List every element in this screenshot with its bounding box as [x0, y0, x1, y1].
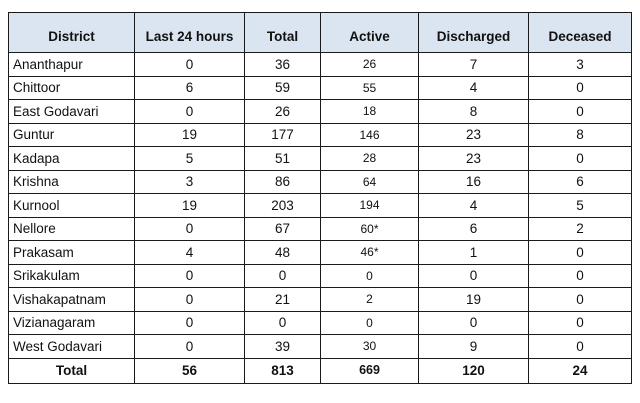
totals-label: Total [9, 358, 135, 383]
cell-active: 18 [321, 100, 419, 124]
cell-active: 146 [321, 123, 419, 147]
cell-active: 194 [321, 194, 419, 218]
table-row [9, 288, 632, 312]
cell-active: 2 [321, 288, 419, 312]
cell-district: Chittoor [9, 76, 135, 100]
cell-total: 48 [245, 241, 321, 265]
cell-deceased: 6 [529, 170, 632, 194]
cell-last-24-hours: 0 [135, 264, 245, 288]
cell-total: 36 [245, 53, 321, 77]
cell-deceased: 0 [529, 76, 632, 100]
table-footer [9, 358, 632, 383]
cell-last-24-hours: 0 [135, 53, 245, 77]
cell-total: 26 [245, 100, 321, 124]
cell-deceased: 2 [529, 217, 632, 241]
cell-discharged: 1 [419, 241, 529, 265]
cell-district: Guntur [9, 123, 135, 147]
cell-last-24-hours: 6 [135, 76, 245, 100]
cell-district: West Godavari [9, 335, 135, 359]
cell-district: Prakasam [9, 241, 135, 265]
totals-last-24-hours: 56 [135, 358, 245, 383]
cell-active: 30 [321, 335, 419, 359]
totals-row [9, 358, 632, 383]
table-row [9, 335, 632, 359]
header-row [9, 13, 632, 53]
cell-active: 0 [321, 264, 419, 288]
table-body [9, 53, 632, 359]
cell-discharged: 8 [419, 100, 529, 124]
table-row [9, 217, 632, 241]
cell-deceased: 5 [529, 194, 632, 218]
cell-active: 64 [321, 170, 419, 194]
cell-active: 0 [321, 311, 419, 335]
cell-deceased: 0 [529, 241, 632, 265]
table-row [9, 194, 632, 218]
table-row [9, 311, 632, 335]
cell-active: 46* [321, 241, 419, 265]
cell-deceased: 0 [529, 100, 632, 124]
cell-last-24-hours: 0 [135, 100, 245, 124]
totals-discharged: 120 [419, 358, 529, 383]
cell-discharged: 23 [419, 123, 529, 147]
table-row [9, 123, 632, 147]
cell-deceased: 8 [529, 123, 632, 147]
cell-discharged: 19 [419, 288, 529, 312]
cell-deceased: 0 [529, 264, 632, 288]
table-row [9, 76, 632, 100]
cell-active: 60* [321, 217, 419, 241]
cell-total: 86 [245, 170, 321, 194]
cell-total: 0 [245, 311, 321, 335]
table-row [9, 241, 632, 265]
cell-discharged: 6 [419, 217, 529, 241]
cell-total: 177 [245, 123, 321, 147]
cell-active: 55 [321, 76, 419, 100]
totals-deceased: 24 [529, 358, 632, 383]
cell-district: Srikakulam [9, 264, 135, 288]
table-header [9, 13, 632, 53]
cell-active: 28 [321, 147, 419, 171]
cell-last-24-hours: 5 [135, 147, 245, 171]
cell-discharged: 4 [419, 194, 529, 218]
cell-district: Vishakapatnam [9, 288, 135, 312]
header-district: District [9, 13, 135, 53]
header-deceased: Deceased [529, 13, 632, 53]
table-row [9, 264, 632, 288]
cell-total: 21 [245, 288, 321, 312]
district-covid-table [8, 12, 632, 384]
cell-last-24-hours: 0 [135, 311, 245, 335]
cell-total: 59 [245, 76, 321, 100]
cell-discharged: 9 [419, 335, 529, 359]
cell-total: 51 [245, 147, 321, 171]
cell-discharged: 16 [419, 170, 529, 194]
cell-deceased: 0 [529, 147, 632, 171]
cell-district: Kadapa [9, 147, 135, 171]
cell-last-24-hours: 3 [135, 170, 245, 194]
cell-last-24-hours: 19 [135, 194, 245, 218]
cell-last-24-hours: 0 [135, 335, 245, 359]
cell-district: Nellore [9, 217, 135, 241]
cell-district: Kurnool [9, 194, 135, 218]
cell-district: Ananthapur [9, 53, 135, 77]
cell-total: 39 [245, 335, 321, 359]
cell-discharged: 4 [419, 76, 529, 100]
cell-deceased: 0 [529, 335, 632, 359]
cell-discharged: 0 [419, 311, 529, 335]
cell-discharged: 0 [419, 264, 529, 288]
cell-last-24-hours: 0 [135, 217, 245, 241]
header-active: Active [321, 13, 419, 53]
cell-district: East Godavari [9, 100, 135, 124]
cell-discharged: 23 [419, 147, 529, 171]
header-total: Total [245, 13, 321, 53]
cell-active: 26 [321, 53, 419, 77]
cell-deceased: 0 [529, 311, 632, 335]
cell-deceased: 0 [529, 288, 632, 312]
cell-deceased: 3 [529, 53, 632, 77]
totals-active: 669 [321, 358, 419, 383]
header-last-24-hours: Last 24 hours [135, 13, 245, 53]
table-row [9, 147, 632, 171]
cell-total: 203 [245, 194, 321, 218]
totals-total: 813 [245, 358, 321, 383]
cell-last-24-hours: 4 [135, 241, 245, 265]
cell-district: Krishna [9, 170, 135, 194]
cell-district: Vizianagaram [9, 311, 135, 335]
header-discharged: Discharged [419, 13, 529, 53]
table-row [9, 53, 632, 77]
cell-last-24-hours: 0 [135, 288, 245, 312]
cell-total: 67 [245, 217, 321, 241]
cell-discharged: 7 [419, 53, 529, 77]
cell-last-24-hours: 19 [135, 123, 245, 147]
cell-total: 0 [245, 264, 321, 288]
district-covid-table-container [8, 12, 631, 384]
table-row [9, 100, 632, 124]
table-row [9, 170, 632, 194]
